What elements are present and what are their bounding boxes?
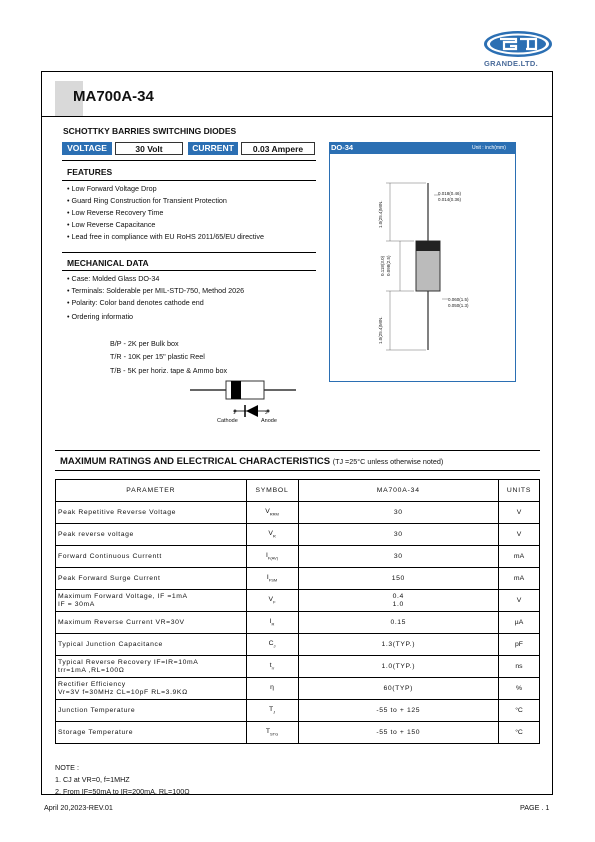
symbol-main: η <box>270 684 274 692</box>
ratings-rule <box>55 470 540 471</box>
symbol-sub: R <box>272 533 276 539</box>
table-row <box>56 546 540 568</box>
symbol-sub: STG <box>270 731 279 737</box>
value-cell: 0.4 1.0 <box>298 590 499 612</box>
note-1: 1. CJ at VR=0, f=1MHZ <box>55 775 130 784</box>
symbol-cell <box>246 568 298 590</box>
package-name: DO-34 <box>331 143 354 152</box>
dim-lead-len: 1.0(25.4)MIN. <box>378 200 383 228</box>
feature-item: • Lead free in compliance with EU RoHS 2011/65/EU directive <box>67 231 264 243</box>
table-row <box>56 568 540 590</box>
dim-body-len: 0.118(3.0) <box>380 255 385 276</box>
ratings-top-rule <box>55 450 540 451</box>
symbol-main: T <box>265 728 270 736</box>
param-cell: Forward Continuous Currentt <box>56 546 247 568</box>
symbol-cell <box>246 502 298 524</box>
mech-rule <box>62 270 316 271</box>
value-cell: 60(TYP) <box>298 678 499 700</box>
ratings-heading <box>60 456 443 467</box>
param-cell: Peak reverse voltage <box>56 524 247 546</box>
do34-outline-drawing <box>330 155 515 381</box>
unit-cell: ns <box>499 656 540 678</box>
note-heading: NOTE : <box>55 763 79 772</box>
current-value: 0.03 Ampere <box>241 142 315 155</box>
ratings-heading-text: MAXIMUM RATINGS AND ELECTRICAL CHARACTERISTICS <box>60 456 331 467</box>
param-cell: Peak Forward Surge Current <box>56 568 247 590</box>
param-cell: Maximum Forward Voltage, IF =1mA IF = 30mA <box>56 590 247 612</box>
symbol-main: V <box>265 508 270 516</box>
features-heading: FEATURES <box>67 167 113 177</box>
symbol-sub: F(AV) <box>267 555 279 561</box>
features-rule <box>62 180 316 181</box>
anode-label: Anode <box>261 418 277 424</box>
table-row <box>56 524 540 546</box>
pin2-label: 2 <box>265 410 268 415</box>
symbol-sub: J <box>273 643 276 649</box>
unit-cell: % <box>499 678 540 700</box>
value-cell: 30 <box>298 502 499 524</box>
value-cell: -55 to + 150 <box>298 722 499 744</box>
feature-item: • Low Reverse Recovery Time <box>67 207 264 219</box>
symbol-sub: FSM <box>268 577 278 583</box>
dim-lead-dia2: 0.014(0.36) <box>438 197 462 202</box>
unit-cell: V <box>499 590 540 612</box>
symbol-main: I <box>266 574 269 582</box>
feature-item: • Guard Ring Construction for Transient Protection <box>67 195 264 207</box>
table-row <box>56 612 540 634</box>
unit-cell: °C <box>499 700 540 722</box>
symbol-main: V <box>268 530 273 538</box>
title-divider <box>41 116 553 117</box>
mech-top-rule <box>62 252 316 253</box>
table-row <box>56 590 540 612</box>
table-row <box>56 678 540 700</box>
mechanical-heading: MECHANICAL DATA <box>67 258 149 268</box>
mech-item: • Case: Molded Glass DO-34 <box>67 273 244 285</box>
table-body <box>56 502 540 744</box>
pin1-label: 1 <box>233 410 236 415</box>
package-unit: Unit : inch(mm) <box>472 145 506 151</box>
unit-cell: µA <box>499 612 540 634</box>
table-row <box>56 502 540 524</box>
symbol-cell <box>246 524 298 546</box>
param-cell: Junction Temperature <box>56 700 247 722</box>
value-cell: 1.3(TYP.) <box>298 634 499 656</box>
value-cell: -55 to + 125 <box>298 700 499 722</box>
current-label: CURRENT <box>188 142 238 155</box>
symbol-main: T <box>268 706 274 714</box>
symbol-cell <box>246 656 298 678</box>
dim-body-dia: 0.060(1.5) <box>448 297 469 302</box>
symbol-cell <box>246 546 298 568</box>
ratings-table <box>55 479 540 744</box>
table-row <box>56 722 540 744</box>
symbol-cell <box>246 700 298 722</box>
mechanical-list <box>67 273 244 323</box>
dim-body-dia2: 0.050(1.3) <box>448 303 469 308</box>
value-cell: 30 <box>298 524 499 546</box>
symbol-sub: RRM <box>269 511 279 517</box>
param-cell: Typical Junction Capacitance <box>56 634 247 656</box>
unit-cell: mA <box>499 546 540 568</box>
unit-cell: °C <box>499 722 540 744</box>
symbol-cell <box>246 678 298 700</box>
feature-item: • Low Forward Voltage Drop <box>67 183 264 195</box>
packing-bp: B/P - 2K per Bulk box <box>110 339 179 348</box>
dim-body-len2: 0.098(2.5) <box>386 255 391 276</box>
symbol-cell <box>246 612 298 634</box>
part-number-title: MA700A-34 <box>73 88 154 105</box>
value-cell: 0.15 <box>298 612 499 634</box>
ratings-condition: (TJ =25°C unless otherwise noted) <box>332 457 444 466</box>
mech-item: • Terminals: Solderable per MIL-STD-750, Method 2026 <box>67 285 244 297</box>
symbol-cell <box>246 634 298 656</box>
table-row <box>56 634 540 656</box>
note-2: 2. From IF=50mA to IR=200mA, RL=100Ω <box>55 787 190 796</box>
features-list <box>67 183 264 243</box>
table-row <box>56 656 540 678</box>
mech-item: • Polarity: Color band denotes cathode end <box>67 297 244 309</box>
param-cell: Maximum Reverse Current VR=30V <box>56 612 247 634</box>
symbol-main: t <box>269 662 272 670</box>
packing-tr: T/R - 10K per 15" plastic Reel <box>110 352 205 361</box>
symbol-sub: R <box>271 621 275 627</box>
symbol-main: V <box>268 596 274 604</box>
unit-cell: pF <box>499 634 540 656</box>
header-units: UNITS <box>499 480 540 502</box>
dim-lead-len2: 1.0(25.4)MIN. <box>378 316 383 344</box>
header-symbol: SYMBOL <box>246 480 298 502</box>
value-cell: 1.0(TYP.) <box>298 656 499 678</box>
symbol-sub: rr <box>271 665 275 671</box>
feature-item: • Low Reverse Capacitance <box>67 219 264 231</box>
unit-cell: mA <box>499 568 540 590</box>
value-cell: 150 <box>298 568 499 590</box>
symbol-main: C <box>268 640 274 648</box>
symbol-cell <box>246 722 298 744</box>
voltage-label: VOLTAGE <box>62 142 112 155</box>
symbol-sub: F <box>273 599 276 605</box>
param-cell: Peak Repetitive Reverse Voltage <box>56 502 247 524</box>
value-cell: 30 <box>298 546 499 568</box>
header-value: MA700A-34 <box>298 480 499 502</box>
footer-date: April 20,2023-REV.01 <box>44 803 113 812</box>
header-parameter: PARAMETER <box>56 480 247 502</box>
voltage-value: 30 Volt <box>115 142 183 155</box>
table-row <box>56 700 540 722</box>
symbol-sub: J <box>273 709 276 715</box>
symbol-main: I <box>266 552 268 560</box>
logo-text: GRANDE.LTD. <box>484 59 538 68</box>
dim-lead-dia: 0.018(0.46) <box>438 191 462 196</box>
device-subtitle: SCHOTTKY BARRIES SWITCHING DIODES <box>63 126 237 136</box>
table-header-row <box>56 480 540 502</box>
features-top-rule <box>62 160 316 161</box>
unit-cell: V <box>499 502 540 524</box>
mech-item: • Ordering informatio <box>67 311 244 323</box>
footer-page: PAGE . 1 <box>520 803 550 812</box>
unit-cell: V <box>499 524 540 546</box>
param-cell: Storage Temperature <box>56 722 247 744</box>
param-cell: Rectifier Efficiency Vr=3V f=30MHz CL=10pF RL=3.9KΩ <box>56 678 247 700</box>
packing-tb: T/B - 5K per horiz. tape & Ammo box <box>110 366 228 375</box>
cathode-label: Cathode <box>217 418 238 424</box>
param-cell: Typical Reverse Recovery IF=IR=10mA trr=1mA ,RL=100Ω <box>56 656 247 678</box>
symbol-cell <box>246 590 298 612</box>
symbol-main: I <box>269 618 272 626</box>
diode-schematic <box>188 378 298 424</box>
